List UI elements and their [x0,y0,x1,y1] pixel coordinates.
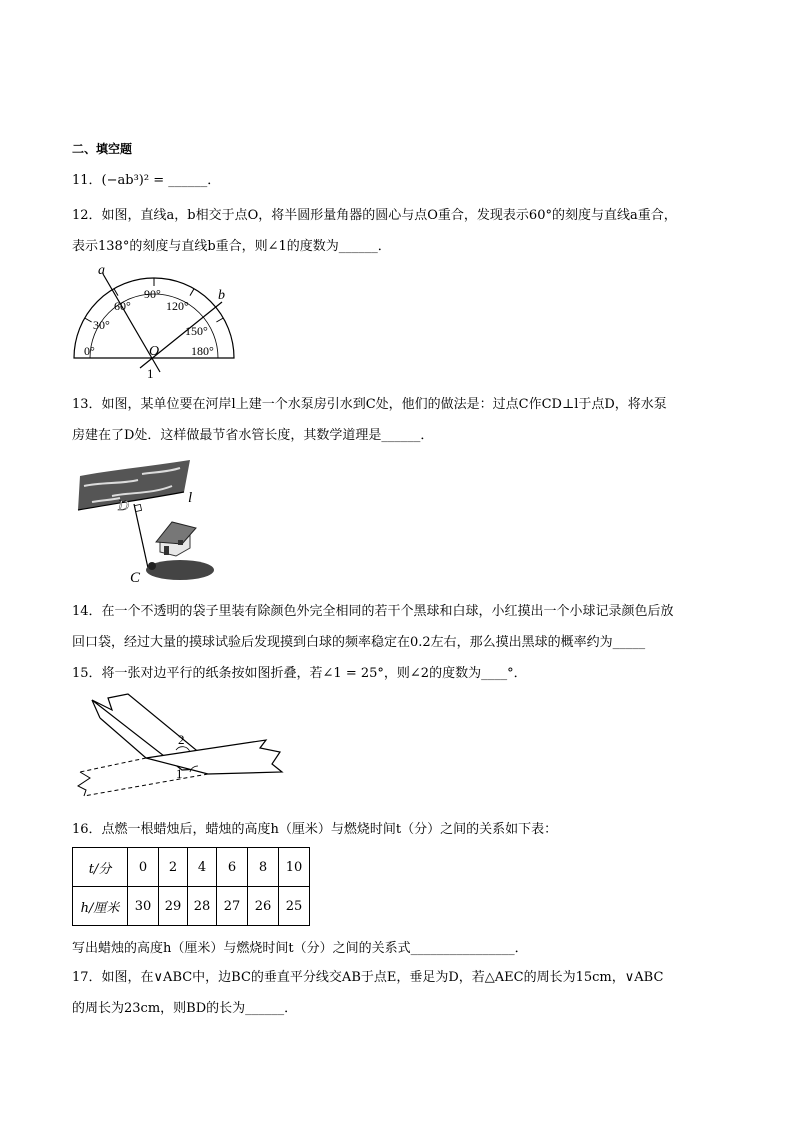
tick-0: 0° [84,344,95,358]
label-l: l [188,490,193,506]
tick-30: 30° [93,318,110,332]
table-cell: 2 [159,848,188,887]
question-15: 15．将一张对边平行的纸条按如图折叠，若∠1 = 25°，则∠2的度数为____°． [72,666,527,681]
question-12-line-1: 12．如图，直线a，b相交于点O，将半圆形量角器的圆心与点O重合，发现表示60°的刻度与直线a重合， [72,208,677,223]
table-cell: 30 [128,887,159,926]
table-cell: 28 [188,887,217,926]
tick-90: 90° [144,287,161,301]
label-D: D [118,498,129,514]
table-cell: 26 [248,887,279,926]
question-16: 16．点燃一根蜡烛后，蜡烛的高度h（厘米）与燃烧时间t（分）之间的关系如下表： [72,822,558,837]
table-cell: 29 [159,887,188,926]
question-11: 11．(−ab³)² = ______． [72,173,221,188]
tick-120: 120° [166,299,189,313]
question-17-line-2: 的周长为23cm，则BD的长为______． [72,1001,298,1016]
table-cell: 25 [279,887,310,926]
table-cell: 27 [217,887,248,926]
table-cell: 4 [188,848,217,887]
question-12-line-2: 表示138°的刻度与直线b重合，则∠1的度数为______． [72,239,391,254]
tick-180: 180° [191,344,214,358]
label-angle-2: 2 [178,732,185,747]
segment-CD [134,504,148,568]
table-cell: t/分 [73,848,128,887]
table-cell: 8 [248,848,279,887]
section-title: 二、填空题 [72,142,133,156]
protractor-figure [70,262,240,382]
table-cell: 10 [279,848,310,887]
table-cell: 6 [217,848,248,887]
table-row [73,887,310,926]
tick-60: 60° [114,299,131,313]
label-C: C [130,570,141,586]
question-14-line-2: 回口袋，经过大量的摸球试验后发现摸到白球的频率稳定在0.2左右，那么摸出黑球的概率约为_____ [72,635,646,650]
label-angle-1: 1 [147,366,154,381]
river-pump-figure [72,458,222,588]
label-angle-1: 1 [176,766,183,781]
label-a: a [98,263,105,278]
label-O: O [149,344,160,359]
table-row [73,848,310,887]
candle-table [72,847,310,926]
question-13-line-1: 13．如图，某单位要在河岸l上建一个水泵房引水到C处，他们的做法是：过点C作CD⊥l于点D，将水泵 [72,397,667,412]
question-14-line-1: 14．在一个不透明的袋子里装有除颜色外完全相同的若干个黑球和白球，小红摸出一个小球记录颜色后放 [72,604,674,619]
question-13-line-2: 房建在了D处．这样做最节省水管长度，其数学道理是______． [72,428,434,443]
table-cell: 0 [128,848,159,887]
table-cell: h/厘米 [73,887,128,926]
question-16-followup: 写出蜡烛的高度h（厘米）与燃烧时间t（分）之间的关系式________________． [72,941,528,956]
tick-150: 150° [185,324,208,338]
folded-strip-figure [72,692,292,807]
label-b: b [218,288,225,303]
question-17-line-1: 17．如图，在∨ABC中，边BC的垂直平分线交AB于点E，垂足为D，若△AEC的周长为15cm，∨ABC [72,970,664,985]
